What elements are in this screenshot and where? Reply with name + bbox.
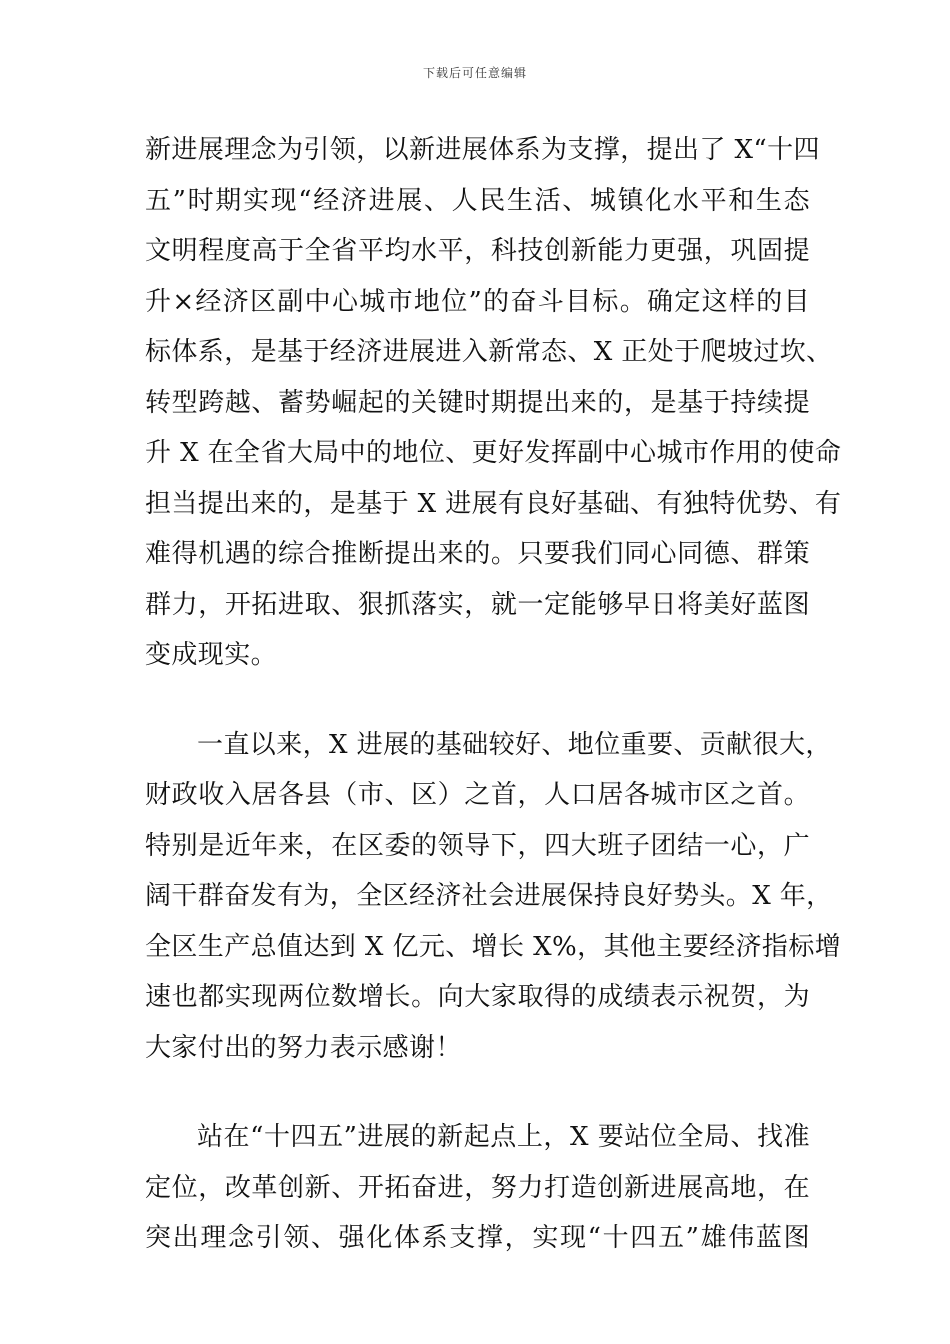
text-line: 担当提出来的，是基于 X 进展有良好基础、有独特优势、有 (145, 488, 842, 519)
text-line: 升 X 在全省大局中的地位、更好发挥副中心城市作用的使命 (145, 438, 842, 468)
text-line: 一直以来，X 进展的基础较好、地位重要、贡献很大， (197, 729, 832, 760)
text-line: 定位，改革创新、开拓奋进，努力打造创新进展高地，在 (145, 1172, 810, 1203)
paragraph-1 (145, 125, 842, 681)
text-line: 突出理念引领、强化体系支撑，实现“十四五”雄伟蓝图 (145, 1223, 810, 1253)
text-line: 标体系，是基于经济进展进入新常态、X 正处于爬坡过坎、 (145, 337, 833, 367)
text-line: 阔干群奋发有为，全区经济社会进展保持良好势头。X 年， (145, 881, 833, 911)
text-line: 变成现实。 (145, 640, 278, 670)
text-line: 特别是近年来，在区委的领导下，四大班子团结一心，广 (145, 830, 810, 861)
text-line: 速也都实现两位数增长。向大家取得的成绩表示祝贺，为 (145, 982, 810, 1012)
text-line: 难得机遇的综合推断提出来的。只要我们同心同德、群策 (145, 539, 810, 569)
text-line: 五”时期实现“经济进展、人民生活、城镇化水平和生态 (145, 185, 810, 216)
text-line: 全区生产总值达到 X 亿元、增长 X%，其他主要经济指标增 (145, 931, 842, 962)
text-line: 升×经济区副中心城市地位”的奋斗目标。确定这样的目 (145, 286, 810, 317)
page-header: 下载后可任意编辑 (422, 66, 527, 80)
paragraph-3 (145, 1112, 810, 1264)
text-line: 转型跨越、蓄势崛起的关键时期提出来的，是基于持续提 (145, 387, 810, 418)
text-line: 站在“十四五”进展的新起点上，X 要站位全局、找准 (197, 1122, 810, 1152)
text-line: 新进展理念为引领，以新进展体系为支撑，提出了 X“十四 (145, 135, 820, 165)
text-line: 财政收入居各县（市、区）之首，人口居各城市区之首。 (145, 780, 810, 810)
text-line: 文明程度高于全省平均水平，科技创新能力更强，巩固提 (145, 236, 810, 266)
text-line: 群力，开拓进取、狠抓落实，就一定能够早日将美好蓝图 (145, 589, 810, 620)
document-body (145, 125, 842, 1303)
text-line: 大家付出的努力表示感谢！ (145, 1032, 462, 1063)
paragraph-2 (145, 720, 842, 1074)
